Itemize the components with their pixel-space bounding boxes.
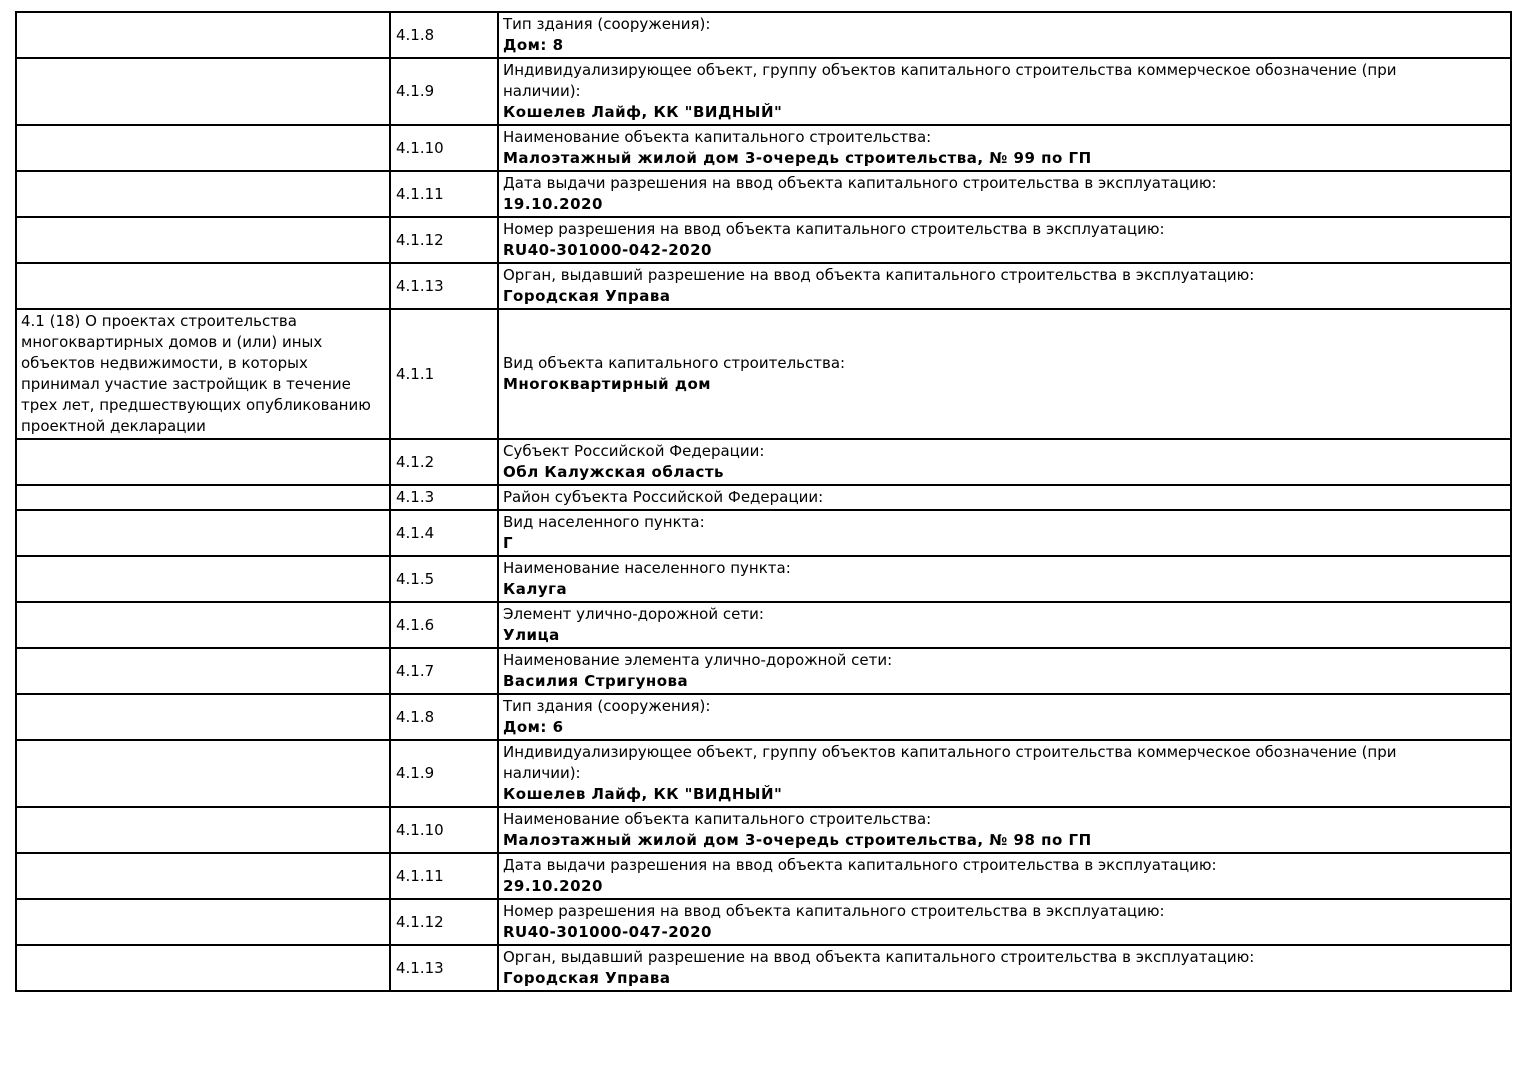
row-code: 4.1.10: [390, 125, 498, 171]
field-value: Малоэтажный жилой дом 3-очередь строительства, № 98 по ГП: [503, 831, 1092, 849]
field-cell: [498, 740, 1511, 807]
field-label: Район субъекта Российской Федерации:: [503, 488, 824, 506]
field-cell: [498, 807, 1511, 853]
table-row: [16, 807, 1511, 853]
field-value: Калуга: [503, 580, 568, 598]
field-value: Улица: [503, 626, 560, 644]
field-value: Дом: 6: [503, 718, 564, 736]
field-label: Орган, выдавший разрешение на ввод объекта капитального строительства в эксплуатацию:: [503, 266, 1255, 284]
row-code: 4.1.8: [390, 694, 498, 740]
section-cell-empty: [16, 171, 390, 217]
table-row: [16, 171, 1511, 217]
section-cell-empty: [16, 853, 390, 899]
field-value: Малоэтажный жилой дом 3-очередь строительства, № 99 по ГП: [503, 149, 1092, 167]
section-cell-empty: [16, 740, 390, 807]
field-cell: [498, 694, 1511, 740]
field-label: Орган, выдавший разрешение на ввод объекта капитального строительства в эксплуатацию:: [503, 948, 1255, 966]
section-cell-empty: [16, 694, 390, 740]
field-label: Элемент улично-дорожной сети:: [503, 605, 764, 623]
table-row: [16, 217, 1511, 263]
row-code: 4.1.12: [390, 217, 498, 263]
field-cell: [498, 853, 1511, 899]
field-label: Вид населенного пункта:: [503, 513, 705, 531]
field-label: Номер разрешения на ввод объекта капитального строительства в эксплуатацию:: [503, 902, 1165, 920]
row-code: 4.1.5: [390, 556, 498, 602]
field-label: Вид объекта капитального строительства:: [503, 354, 846, 372]
field-cell: [498, 309, 1511, 439]
section-cell-empty: [16, 510, 390, 556]
row-code: 4.1.10: [390, 807, 498, 853]
field-cell: [498, 945, 1511, 991]
field-value: Дом: 8: [503, 36, 564, 54]
section-cell-empty: [16, 217, 390, 263]
field-label: Субъект Российской Федерации:: [503, 442, 765, 460]
field-cell: [498, 648, 1511, 694]
section-cell-empty: [16, 439, 390, 485]
table-row: [16, 12, 1511, 58]
field-cell: [498, 263, 1511, 309]
table-row: [16, 439, 1511, 485]
table-row: [16, 556, 1511, 602]
field-value: Городская Управа: [503, 969, 671, 987]
row-code: 4.1.9: [390, 740, 498, 807]
section-cell-empty: [16, 12, 390, 58]
table-row: [16, 899, 1511, 945]
table-row: [16, 648, 1511, 694]
section-cell-empty: [16, 899, 390, 945]
section-cell-empty: [16, 58, 390, 125]
field-value: Кошелев Лайф, КК "ВИДНЫЙ": [503, 103, 783, 121]
field-value: Городская Управа: [503, 287, 671, 305]
row-code: 4.1.4: [390, 510, 498, 556]
field-label: Наименование объекта капитального строительства:: [503, 810, 932, 828]
row-code: 4.1.13: [390, 945, 498, 991]
row-code: 4.1.1: [390, 309, 498, 439]
field-label: Тип здания (сооружения):: [503, 15, 711, 33]
field-label: Дата выдачи разрешения на ввод объекта капитального строительства в эксплуатацию:: [503, 856, 1217, 874]
row-code: 4.1.7: [390, 648, 498, 694]
section-cell-empty: [16, 485, 390, 510]
row-code: 4.1.2: [390, 439, 498, 485]
field-label: Дата выдачи разрешения на ввод объекта капитального строительства в эксплуатацию:: [503, 174, 1217, 192]
section-cell: 4.1 (18) О проектах строительства многоквартирных домов и (или) иных объектов недвижимости, в которых принимал участие застройщик в течение трех лет, предшествующих опубликованию проектной декларации: [16, 309, 390, 439]
field-value: Кошелев Лайф, КК "ВИДНЫЙ": [503, 785, 783, 803]
row-code: 4.1.9: [390, 58, 498, 125]
section-cell-empty: [16, 556, 390, 602]
field-cell: [498, 12, 1511, 58]
field-label: Индивидуализирующее объект, группу объектов капитального строительства коммерческое обозначение (при наличии):: [503, 61, 1397, 100]
row-code: 4.1.13: [390, 263, 498, 309]
field-value: 19.10.2020: [503, 195, 603, 213]
field-value: RU40-301000-042-2020: [503, 241, 712, 259]
field-cell: [498, 556, 1511, 602]
row-code: 4.1.12: [390, 899, 498, 945]
field-value: Г: [503, 534, 514, 552]
table-row: [16, 263, 1511, 309]
table-row-section: [16, 309, 1511, 439]
field-cell: [498, 125, 1511, 171]
field-cell: [498, 217, 1511, 263]
row-code: 4.1.8: [390, 12, 498, 58]
field-value: Обл Калужская область: [503, 463, 725, 481]
table-row: [16, 694, 1511, 740]
section-cell-empty: [16, 807, 390, 853]
table-row: [16, 945, 1511, 991]
field-cell: [498, 899, 1511, 945]
field-cell: [498, 58, 1511, 125]
table-row: [16, 740, 1511, 807]
table-row: [16, 58, 1511, 125]
field-value: 29.10.2020: [503, 877, 603, 895]
row-code: 4.1.11: [390, 171, 498, 217]
row-code: 4.1.3: [390, 485, 498, 510]
field-value: Василия Стригунова: [503, 672, 689, 690]
field-cell: [498, 485, 1511, 510]
table-row: [16, 485, 1511, 510]
table-row: [16, 853, 1511, 899]
field-label: Наименование объекта капитального строительства:: [503, 128, 932, 146]
row-code: 4.1.11: [390, 853, 498, 899]
table-row: [16, 602, 1511, 648]
field-cell: [498, 171, 1511, 217]
field-label: Индивидуализирующее объект, группу объектов капитального строительства коммерческое обозначение (при наличии):: [503, 743, 1397, 782]
field-value: RU40-301000-047-2020: [503, 923, 712, 941]
field-label: Номер разрешения на ввод объекта капитального строительства в эксплуатацию:: [503, 220, 1165, 238]
field-label: Наименование населенного пункта:: [503, 559, 791, 577]
field-label: Наименование элемента улично-дорожной сети:: [503, 651, 893, 669]
field-cell: [498, 602, 1511, 648]
section-cell-empty: [16, 648, 390, 694]
section-cell-empty: [16, 263, 390, 309]
section-cell-empty: [16, 602, 390, 648]
declaration-table: [15, 11, 1512, 992]
table-row: [16, 125, 1511, 171]
row-code: 4.1.6: [390, 602, 498, 648]
table-row: [16, 510, 1511, 556]
section-cell-empty: [16, 945, 390, 991]
field-label: Тип здания (сооружения):: [503, 697, 711, 715]
section-cell-empty: [16, 125, 390, 171]
field-cell: [498, 510, 1511, 556]
field-value: Многоквартирный дом: [503, 375, 712, 393]
field-cell: [498, 439, 1511, 485]
